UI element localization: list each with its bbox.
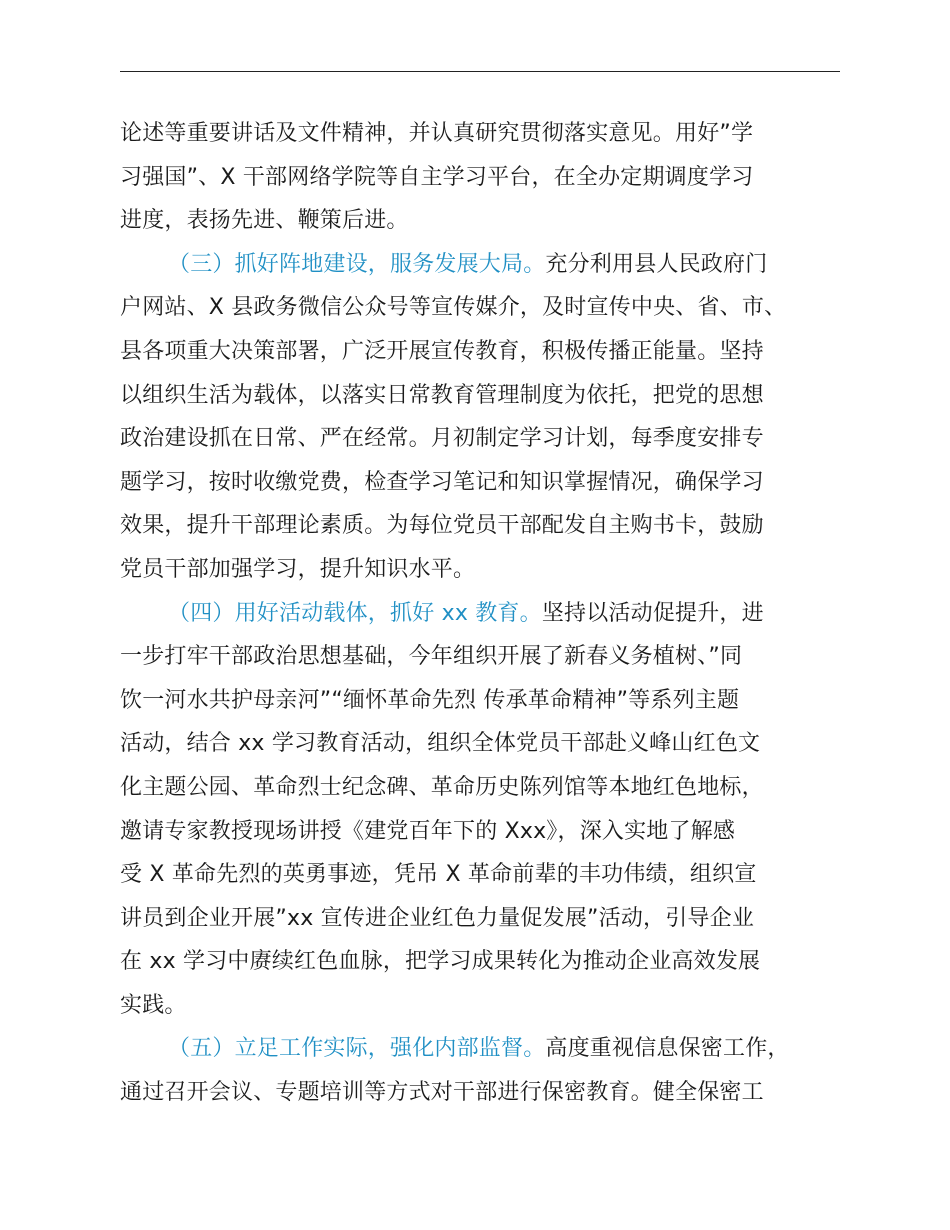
- section-heading-3: （三）抓好阵地建设，服务发展大局。: [168, 251, 546, 277]
- text-line: 实践。: [120, 992, 187, 1018]
- section-3-first-line: [120, 243, 840, 287]
- text-line: 习强国”、X 干部网络学院等自主学习平台，在全办定期调度学习: [120, 164, 754, 190]
- text-line: 活动，结合 xx 学习教育活动，组织全体党员干部赴义峰山红色文: [120, 731, 761, 757]
- text-run: 高度重视信息保密工作，: [545, 1036, 790, 1062]
- header-rule: [120, 71, 840, 72]
- text-line: 以组织生活为载体，以落实日常教育管理制度为依托，把党的思想: [120, 382, 764, 408]
- text-line: 化主题公园、革命烈士纪念碑、革命历史陈列馆等本地红色地标，: [120, 774, 764, 800]
- section-heading-5: （五）立足工作实际，强化内部监督。: [168, 1036, 546, 1062]
- text-line: 一步打牢干部政治思想基础，今年组织开展了新春义务植树、”同: [120, 644, 743, 670]
- text-line: 受 X 革命先烈的英勇事迹，凭吊 X 革命前辈的丰功伟绩，组织宣: [120, 862, 757, 888]
- text-line: 邀请专家教授现场讲授《建党百年下的 Xxx》，深入实地了解感: [120, 818, 736, 844]
- text-line: 政治建设抓在日常、严在经常。月初制定学习计划，每季度安排专: [120, 426, 764, 452]
- body-text: [120, 112, 840, 1115]
- text-line: 饮一河水共护母亲河”“缅怀革命先烈 传承革命精神”等系列主题: [120, 687, 740, 713]
- section-4-first-line: [120, 592, 840, 636]
- text-line: 通过召开会议、专题培训等方式对干部进行保密教育。健全保密工: [120, 1080, 764, 1106]
- text-line: 党员干部加强学习，提升知识水平。: [120, 556, 476, 582]
- text-line: 进度，表扬先进、鞭策后进。: [120, 208, 409, 234]
- section-5-first-line: [120, 1027, 840, 1071]
- text-run: 充分利用县人民政府门: [545, 251, 768, 277]
- text-line: 户网站、X 县政务微信公众号等宣传媒介，及时宣传中央、省、市、: [120, 295, 787, 321]
- text-run: 坚持以活动促提升，进: [541, 600, 764, 626]
- text-line: 题学习，按时收缴党费，检查学习笔记和知识掌握情况，确保学习: [120, 469, 764, 495]
- text-line: 县各项重大决策部署，广泛开展宣传教育，积极传播正能量。坚持: [120, 338, 764, 364]
- text-line: 讲员到企业开展”xx 宣传进企业红色力量促发展”活动，引导企业: [120, 905, 755, 931]
- text-line: 效果，提升干部理论素质。为每位党员干部配发自主购书卡，鼓励: [120, 513, 764, 539]
- text-line: 在 xx 学习中赓续红色血脉，把学习成果转化为推动企业高效发展: [120, 949, 761, 975]
- section-heading-4: （四）用好活动载体，抓好 xx 教育。: [168, 600, 542, 626]
- text-line: 论述等重要讲话及文件精神，并认真研究贯彻落实意见。用好”学: [120, 121, 754, 146]
